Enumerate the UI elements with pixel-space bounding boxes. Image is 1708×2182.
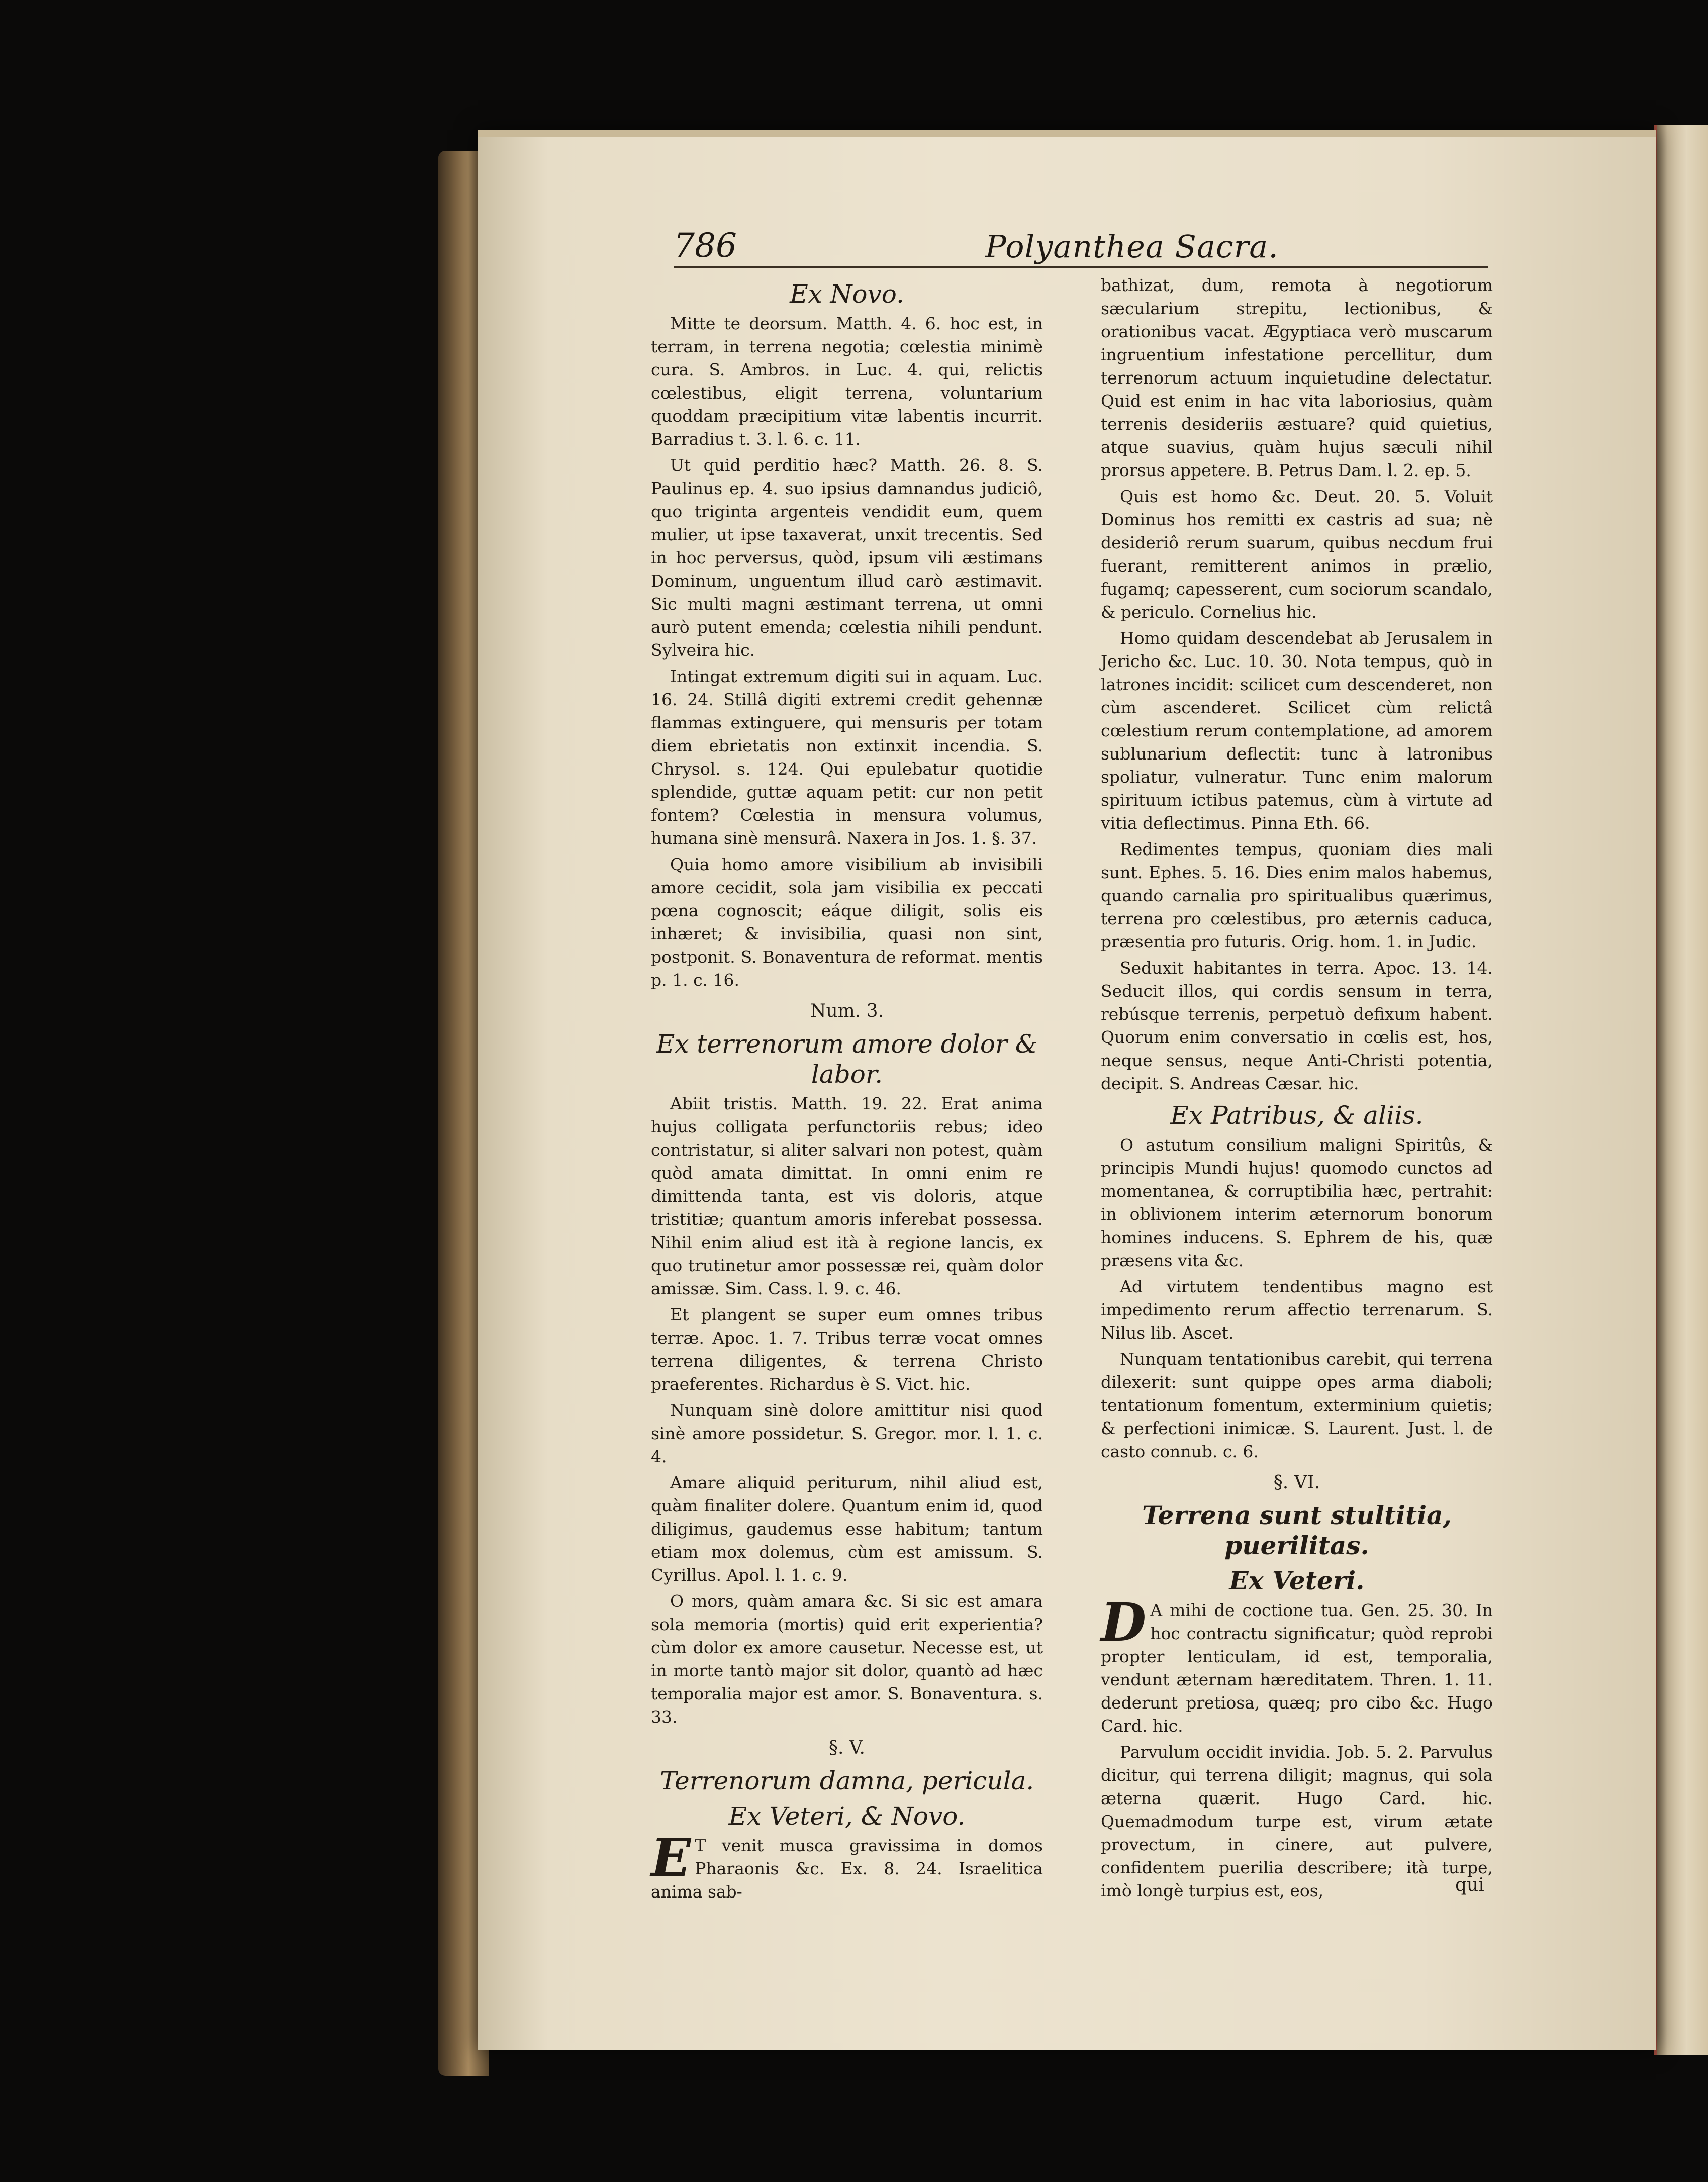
- section-heading: Ex Novo.: [790, 279, 904, 309]
- running-head: [674, 226, 1488, 268]
- paragraph: Redimentes tempus, quoniam dies mali sunt. Ephes. 5. 16. Dies enim malos habemus, quando carnalia pro spiritualibus quærimus, terrena pro cœlestibus, pro æternis caduca, præsentia pro futuris. Orig. hom. 1. in Judic.: [1101, 839, 1493, 952]
- drop-cap-initial: D: [1101, 1591, 1147, 1653]
- section-heading: Ex Patribus, & aliis.: [1170, 1101, 1424, 1130]
- paragraph: Nunquam tentationibus carebit, qui terrena dilexerit: sunt quippe opes arma diaboli; tentationum fomentum, exterminium quietis; & perfectioni inimicæ. S. Laurent. Just. l. de casto connub. c. 6.: [1101, 1349, 1493, 1461]
- section-heading: Terrena sunt stultitia, puerilitas.: [1142, 1500, 1452, 1560]
- section-heading: Ex terrenorum amore dolor & labor.: [656, 1029, 1038, 1089]
- paragraph: O astutum consilium maligni Spiritûs, & principis Mundi hujus! quomodo cunctos ad momentanea, & corruptibilia hæc, pertrahit: in oblivionem interim æternorum bonorum homines inducens. S. Ephrem de his, quæ præsens vita &c.: [1101, 1135, 1493, 1270]
- paragraph: Seduxit habitantes in terra. Apoc. 13. 14. Seducit illos, qui cordis sensum in terra, rebúsque terrenis, perpetuò defixum habent. Quorum enim conversatio in cœlis est, hos, neque sensus, neque Anti-Christi potentia, decipit. S. Andreas Cæsar. hic.: [1101, 958, 1493, 1093]
- paragraph: Mitte te deorsum. Matth. 4. 6. hoc est, in terram, in terrena negotia; cœlestia minimè cura. S. Ambros. in Luc. 4. qui, relictis cœlestibus, eligit terrena, voluntarium quoddam præcipitium vitæ labentis incurrit. Barradius t. 3. l. 6. c. 11.: [651, 314, 1043, 449]
- paragraph: Amare aliquid periturum, nihil aliud est, quàm finaliter dolere. Quantum enim id, quod diligimus, gaudemus esse habitum; tantum etiam mox dolemus, cùm est amissum. S. Cyrillus. Apol. l. 1. c. 9.: [651, 1473, 1043, 1585]
- section-heading: Terrenorum damna, pericula.: [659, 1766, 1034, 1795]
- section-heading: Ex Veteri.: [1229, 1566, 1365, 1595]
- drop-cap-initial: E: [651, 1827, 691, 1888]
- section-number: §. VI.: [1273, 1472, 1320, 1493]
- page-number: 786: [674, 226, 737, 265]
- catchword: qui: [1455, 1875, 1484, 1895]
- paragraph: Homo quidam descendebat ab Jerusalem in Jericho &c. Luc. 10. 30. Nota tempus, quò in latrones incidit: scilicet cum descenderet, non cùm ascenderet. Scilicet cùm relictâ cœlestium rerum contemplatione, ad amorem sublunarium deflectit: tunc à latronibus spoliatur, vulneratur. Tunc enim malorum spirituum ictibus patemus, cùm à virtute ad vitia deflectimus. Pinna Eth. 66.: [1101, 628, 1493, 833]
- paragraph: Intingat extremum digiti sui in aquam. Luc. 16. 24. Stillâ digiti extremi credit gehennæ flammas extinguere, qui mensuris per totam diem ebrietatis non extinxit incendia. S. Chrysol. s. 124. Qui epulebatur quotidie splendide, guttæ aquam petit: cur non petit fontem? Cœlestia in mensura volumus, humana sinè mensurâ. Naxera in Jos. 1. §. 37.: [651, 667, 1043, 848]
- section-number: Num. 3.: [810, 1001, 884, 1021]
- paragraph: bathizat, dum, remota à negotiorum sæcularium strepitu, lectionibus, & orationibus vacat. Ægyptiaca verò muscarum ingruentium infestatione percellitur, dum terrenorum actuum inquietudine delectatur. Quid est enim in hac vita laboriosius, quàm terrenis desideriis æstuare? quid quietius, atque suavius, quàm hujus sæculi nihil prorsus appetere. B. Petrus Dam. l. 2. ep. 5.: [1101, 275, 1493, 480]
- paragraph: Ut quid perditio hæc? Matth. 26. 8. S. Paulinus ep. 4. suo ipsius damnandus judiciô, quo triginta argenteis vendidit eum, quem mulier, ut ipse taxaverat, unxit trecentis. Sed in hoc perversus, quòd, ipsum vili æstimans Dominum, unguentum illud carò æstimavit. Sic multi magni æstimant terrena, ut omni aurò putent emenda; cœlestia nihili pendunt. Sylveira hic.: [651, 455, 1043, 660]
- section-number: §. V.: [828, 1738, 866, 1758]
- right-text-column: [1101, 274, 1493, 1906]
- paragraph: Quia homo amore visibilium ab invisibili amore cecidit, sola jam visibilia ex peccati pœna cognoscit; eáque diligit, solis eis inhæret; & invisibilia, quasi non sint, postponit. S. Bonaventura de reformat. mentis p. 1. c. 16.: [651, 855, 1043, 990]
- paragraph: Parvulum occidit invidia. Job. 5. 2. Parvulus dicitur, qui terrena diligit; magnus, qui sola æterna quærit. Hugo Card. hic. Quemadmodum turpe est, virum ætate provectum, in cinere, aut pulvere, confidentem puerilia describere; ità turpe, imò longè turpius est, eos,: [1101, 1742, 1493, 1901]
- paragraph: Ad virtutem tendentibus magno est impedimento rerum affectio terrenarum. S. Nilus lib. Ascet.: [1101, 1277, 1493, 1343]
- paragraph-with-initial: [651, 1827, 1043, 1904]
- paragraph: Quis est homo &c. Deut. 20. 5. Voluit Dominus hos remitti ex castris ad sua; nè desideriô rerum suarum, quibus necdum frui fuerant, remitterent animos in prælio, fugamq; capesserent, cum sociorum scandalo, & periculo. Cornelius hic.: [1101, 487, 1493, 622]
- paragraph-with-initial: [1101, 1591, 1493, 1738]
- paragraph: Abiit tristis. Matth. 19. 22. Erat anima hujus colligata perfunctoriis rebus; ideo contristatur, si aliter salvari non potest, quàm quòd amata dimittat. In omni enim re dimittenda tanta, est vis doloris, atque tristitiæ; quantum amoris inferebat possessa. Nihil enim aliud est ità à regione lancis, ex quo trutinetur amor possessæ rei, quàm dolor amissæ. Sim. Cass. l. 9. c. 46.: [651, 1094, 1043, 1298]
- paragraph: O mors, quàm amara &c. Si sic est amara sola memoria (mortis) quid erit experientia? cùm dolor ex amore causetur. Necesse est, ut in morte tantò major sit dolor, quantò ad hæc temporalia major est amor. S. Bonaventura. s. 33.: [651, 1591, 1043, 1727]
- paragraph-text: A mihi de coctione tua. Gen. 25. 30. In hoc contractu significatur; quòd reprobi propter lenticulam, id est, temporalia, vendunt æternam hæreditatem. Thren. 1. 11. dederunt pretiosa, quæq; pro cibo &c. Hugo Card. hic.: [1101, 1600, 1493, 1736]
- section-heading: Ex Veteri, & Novo.: [728, 1801, 966, 1831]
- paragraph: Nunquam sinè dolore amittitur nisi quod sinè amore possidetur. S. Gregor. mor. l. 1. c. 4.: [651, 1400, 1043, 1466]
- paragraph: Et plangent se super eum omnes tribus terræ. Apoc. 1. 7. Tribus terræ vocat omnes terrena diligentes, & terrena Christo praeferentes. Richardus è S. Vict. hic.: [651, 1305, 1043, 1394]
- left-text-column: [651, 274, 1043, 1907]
- facing-page-edge: [1654, 125, 1708, 2055]
- paragraph-text: T venit musca gravissima in domos Pharaonis &c. Ex. 8. 24. Israelitica anima sab-: [651, 1836, 1043, 1902]
- running-title: Polyanthea Sacra.: [985, 228, 1279, 265]
